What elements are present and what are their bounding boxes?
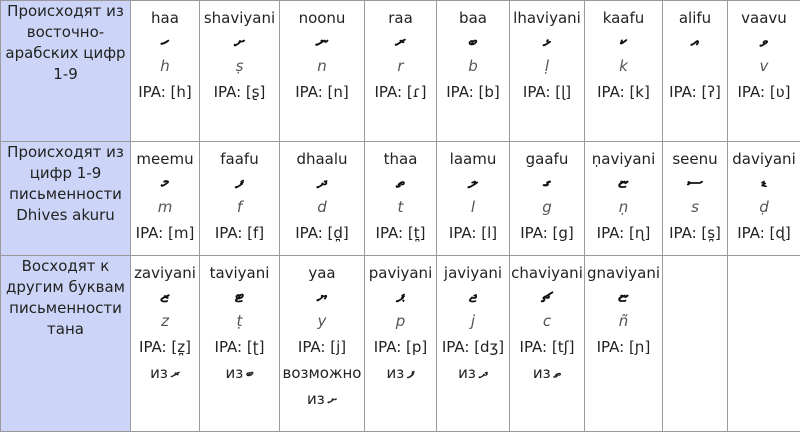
letter-cell (365, 1, 437, 142)
letter-name: faafu (200, 146, 279, 172)
letter-name: kaafu (585, 5, 662, 31)
letter-cell (585, 256, 663, 432)
letter-name: alifu (663, 5, 727, 31)
transliteration: z (131, 308, 199, 334)
origin-note: возможно (280, 360, 364, 386)
thaana-glyph: ޕ (365, 286, 436, 308)
ipa-value: IPA: [ɖ] (728, 220, 800, 246)
letter-cell (585, 142, 663, 256)
letter-name: baa (437, 5, 509, 31)
thaana-glyph: ވ (728, 31, 800, 53)
letter-cell (280, 1, 365, 142)
transliteration: d (280, 194, 364, 220)
ipa-value: IPA: [ɲ] (585, 334, 662, 360)
letter-name: lhaviyani (510, 5, 584, 31)
ipa-value: IPA: [f] (200, 220, 279, 246)
origin-note (200, 360, 279, 386)
transliteration: m (131, 194, 199, 220)
transliteration: s (663, 194, 727, 220)
empty-cell (663, 256, 728, 432)
thaana-glyph: ށ (200, 31, 279, 53)
letter-cell (728, 142, 800, 256)
table-row (1, 1, 800, 142)
letter-name: shaviyani (200, 5, 279, 31)
transliteration: n (280, 53, 364, 79)
transliteration: ḍ (728, 194, 800, 220)
thaana-glyph: ޏ (585, 286, 662, 308)
thaana-glyph: ހ (131, 31, 199, 53)
transliteration: g (510, 194, 584, 220)
letter-cell (200, 256, 280, 432)
letter-cell (280, 256, 365, 432)
letter-cell (510, 1, 585, 142)
origin-prefix: из (226, 364, 244, 382)
transliteration: l (437, 194, 509, 220)
transliteration: ṇ (585, 194, 662, 220)
thaana-glyph: ޑ (728, 172, 800, 194)
letter-cell (437, 1, 510, 142)
ipa-value: IPA: [g] (510, 220, 584, 246)
ipa-value: IPA: [ʔ] (663, 79, 727, 105)
thaana-glyph: ޓ (200, 286, 279, 308)
transliteration: p (365, 308, 436, 334)
thaana-glyph: ދ (280, 172, 364, 194)
ipa-value: IPA: [ɾ] (365, 79, 436, 105)
letter-name: paviyani (365, 260, 436, 286)
letter-cell (365, 256, 437, 432)
origin-note (437, 360, 509, 386)
letter-name: zaviyani (131, 260, 199, 286)
table-row (1, 256, 800, 432)
origin-note (131, 360, 199, 386)
origin-prefix: из (533, 364, 551, 382)
letter-cell (510, 142, 585, 256)
thaana-glyph: ނ (280, 31, 364, 53)
letter-cell (510, 256, 585, 432)
letter-cell (437, 256, 510, 432)
letter-name: ṇaviyani (585, 146, 662, 172)
table-row (1, 142, 800, 256)
row-header: Восходят к другим буквам письменности тана (1, 256, 131, 432)
empty-cell (728, 256, 800, 432)
letter-name: dhaalu (280, 146, 364, 172)
transliteration (663, 53, 727, 79)
thaana-glyph: ތ (365, 172, 436, 194)
transliteration: v (728, 53, 800, 79)
thaana-glyph: ފ (200, 172, 279, 194)
thaana-glyph: ރ (365, 31, 436, 53)
letter-name: yaa (280, 260, 364, 286)
origin-note (280, 386, 364, 412)
transliteration: k (585, 53, 662, 79)
ipa-value: IPA: [n] (280, 79, 364, 105)
ipa-value: IPA: [p] (365, 334, 436, 360)
thaana-glyph: ޏ (585, 172, 662, 194)
ipa-value: IPA: [j] (280, 334, 364, 360)
letter-cell (131, 1, 200, 142)
transliteration: ṭ (200, 308, 279, 334)
ipa-value: IPA: [tʃ] (510, 334, 584, 360)
ipa-value: IPA: [l] (437, 220, 509, 246)
origin-glyph: ދ (479, 364, 488, 382)
ipa-value: IPA: [h] (131, 79, 199, 105)
letter-name: laamu (437, 146, 509, 172)
origin-glyph: ށ (328, 390, 337, 408)
letter-cell (365, 142, 437, 256)
ipa-value: IPA: [z̪] (131, 334, 199, 360)
thaana-glyph: ކ (585, 31, 662, 53)
letter-name: daviyani (728, 146, 800, 172)
letter-name: thaa (365, 146, 436, 172)
transliteration: ṣ (200, 53, 279, 79)
origin-prefix: из (150, 364, 168, 382)
letter-cell (437, 142, 510, 256)
thaana-glyph: އ (663, 31, 727, 53)
row-header: Происходят из восточно-арабских цифр 1-9 (1, 1, 131, 142)
transliteration: t (365, 194, 436, 220)
letter-cell (728, 1, 800, 142)
thaana-glyph: ޒ (131, 286, 199, 308)
transliteration: h (131, 53, 199, 79)
thaana-glyph: ޖ (437, 286, 509, 308)
thaana-glyph: މ (131, 172, 199, 194)
thaana-glyph: ގ (510, 172, 584, 194)
origin-prefix: из (458, 364, 476, 382)
letter-cell (200, 142, 280, 256)
letter-cell (663, 1, 728, 142)
row-header: Происходят из цифр 1-9 письменности Dhives akuru (1, 142, 131, 256)
letter-cell (663, 142, 728, 256)
letter-name: seenu (663, 146, 727, 172)
ipa-value: IPA: [ʂ] (200, 79, 279, 105)
thaana-glyph: ޔ (280, 286, 364, 308)
ipa-value: IPA: [ɳ] (585, 220, 662, 246)
origin-note (510, 360, 584, 386)
transliteration: y (280, 308, 364, 334)
thaana-glyph: ޅ (510, 31, 584, 53)
letter-name: taviyani (200, 260, 279, 286)
letter-name: gnaviyani (585, 260, 662, 286)
letter-cell (131, 256, 200, 432)
ipa-value: IPA: [d̪] (280, 220, 364, 246)
ipa-value: IPA: [k] (585, 79, 662, 105)
letter-name: meemu (131, 146, 199, 172)
letter-name: noonu (280, 5, 364, 31)
ipa-value: IPA: [t̪] (365, 220, 436, 246)
ipa-value: IPA: [ʋ] (728, 79, 800, 105)
letter-name: chaviyani (510, 260, 584, 286)
letter-name: haa (131, 5, 199, 31)
transliteration: b (437, 53, 509, 79)
origin-glyph: ބ (246, 364, 253, 382)
origin-prefix: из (307, 390, 325, 408)
thaana-glyph: ލ (437, 172, 509, 194)
transliteration: j (437, 308, 509, 334)
transliteration: c (510, 308, 584, 334)
ipa-value: IPA: [b] (437, 79, 509, 105)
letter-name: raa (365, 5, 436, 31)
ipa-value: IPA: [ɭ] (510, 79, 584, 105)
letter-name: vaavu (728, 5, 800, 31)
ipa-value: IPA: [dʒ] (437, 334, 509, 360)
thaana-glyph: ސ (663, 172, 727, 194)
thaana-glyph: ޗ (510, 286, 584, 308)
origin-glyph: ރ (171, 364, 180, 382)
origin-glyph: ފ (407, 364, 414, 382)
transliteration: ñ (585, 308, 662, 334)
ipa-value: IPA: [m] (131, 220, 199, 246)
origin-glyph: ތ (554, 364, 562, 382)
letter-cell (585, 1, 663, 142)
origin-prefix: из (386, 364, 404, 382)
transliteration: r (365, 53, 436, 79)
letter-name: javiyani (437, 260, 509, 286)
thaana-glyph: ބ (437, 31, 509, 53)
ipa-value: IPA: [s̪] (663, 220, 727, 246)
ipa-value: IPA: [ʈ] (200, 334, 279, 360)
letter-cell (280, 142, 365, 256)
transliteration: ḷ (510, 53, 584, 79)
origin-note (365, 360, 436, 386)
transliteration: f (200, 194, 279, 220)
letter-cell (131, 142, 200, 256)
letter-name: gaafu (510, 146, 584, 172)
letter-cell (200, 1, 280, 142)
